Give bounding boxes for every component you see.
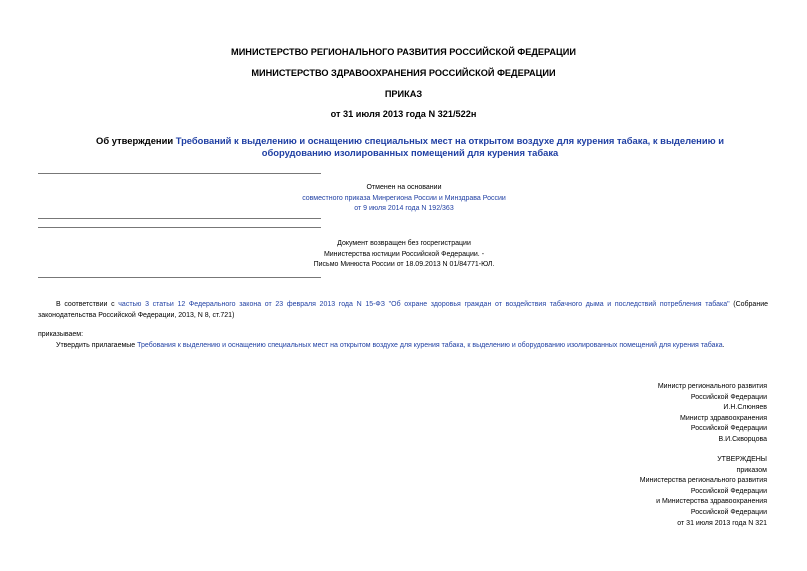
ministry-health-heading: МИНИСТЕРСТВО ЗДРАВООХРАНЕНИЯ РОССИЙСКОЙ ФЕДЕРАЦИИ — [251, 68, 556, 78]
divider — [38, 218, 321, 219]
approval-paragraph — [38, 341, 768, 352]
order-word: приказываем: — [38, 331, 84, 338]
signature-line: Российской Федерации — [690, 393, 767, 401]
preamble-start: В соответствии с — [56, 301, 119, 308]
approval-line: от 31 июля 2013 года N 321 — [677, 519, 767, 527]
requirements-link[interactable]: Требования к выделению и оснащению специальных мест на открытом воздухе для курения табака, к выделению и оборудованию изолированных помещений для курения табака — [137, 342, 723, 349]
approval-line: Министерства регионального развития — [639, 477, 767, 485]
order-date-number: от 31 июля 2013 года N 321/522н — [330, 109, 477, 119]
signature-line: Министр регионального развития — [657, 383, 767, 390]
signature-block — [507, 382, 767, 446]
approval-line: приказом — [736, 466, 767, 474]
cancellation-note — [254, 183, 554, 215]
order-title: ПРИКАЗ — [384, 89, 423, 99]
registration-return-note — [254, 239, 554, 271]
preamble-paragraph — [38, 300, 768, 321]
federal-law-link[interactable]: частью 3 статьи 12 Федерального закона от 23 февраля 2013 года N 15-ФЗ "Об охране здоровья граждан от воздействия табачного дыма и последствий потребления табака" — [118, 301, 730, 308]
return-note-line3: Письмо Минюста России от 18.09.2013 N 01/84771-ЮЛ. — [313, 261, 495, 268]
approval-end: . — [722, 342, 725, 349]
cancellation-text: Отменен на основании — [366, 184, 442, 191]
subject-requirements-link[interactable]: Требований к выделению и оснащению специальных мест на открытом воздухе для курения табака, к выделению и оборудованию изолированных помещений для курения табака — [175, 135, 724, 158]
signature-line: Российской Федерации — [690, 425, 767, 433]
approval-line: Российской Федерации — [690, 508, 767, 516]
subject-prefix: Об утверждении — [96, 135, 176, 146]
divider — [38, 277, 321, 278]
order-subject — [60, 135, 760, 159]
cancellation-order-link[interactable]: совместного приказа Минрегиона России и Минздрава России — [302, 194, 506, 202]
approval-stamp-block — [507, 455, 767, 529]
ministry-regional-heading: МИНИСТЕРСТВО РЕГИОНАЛЬНОГО РАЗВИТИЯ РОССИЙСКОЙ ФЕДЕРАЦИИ — [231, 47, 576, 57]
approval-line: УТВЕРЖДЕНЫ — [717, 456, 767, 463]
return-note-line2: Министерства юстиции Российской Федерации. - — [323, 250, 485, 258]
divider — [38, 227, 321, 228]
preamble-end: (Собрание законодательства Российской Федерации, 2013, N 8, ст.721) — [38, 301, 768, 319]
return-note-line1: Документ возвращен без госрегистрации — [337, 240, 471, 247]
signature-line: В.И.Скворцова — [718, 435, 767, 443]
approval-line: Российской Федерации — [690, 487, 767, 495]
divider — [38, 173, 321, 174]
cancellation-date-link[interactable]: от 9 июля 2014 года N 192/363 — [354, 205, 454, 212]
approval-start: Утвердить прилагаемые — [56, 342, 138, 349]
signature-line: И.Н.Слюняев — [723, 404, 767, 412]
approval-line: и Министерства здравоохранения — [656, 498, 767, 506]
signature-line: Министр здравоохранения — [680, 414, 767, 422]
